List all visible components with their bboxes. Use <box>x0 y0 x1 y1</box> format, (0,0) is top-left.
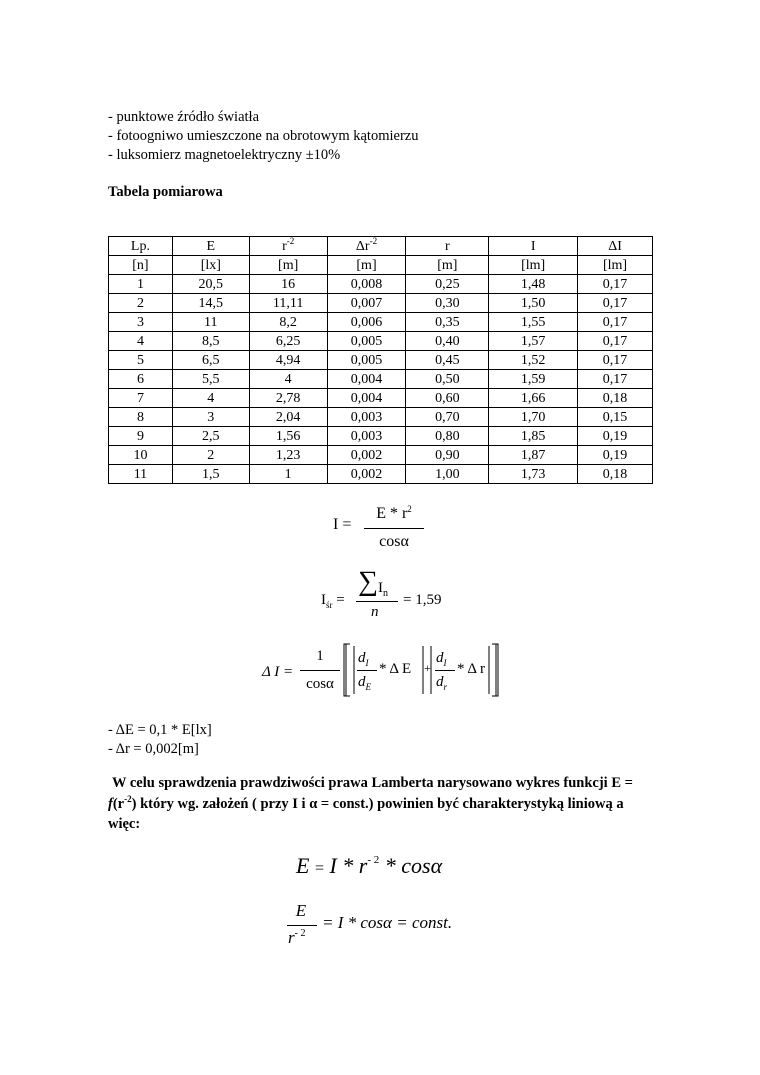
table-cell: 5 <box>109 351 173 370</box>
bullet-luxmeter: - luksomierz magnetoelektryczny ±10% <box>108 147 341 163</box>
unit-cell: [lm] <box>489 256 578 275</box>
table-row <box>109 446 653 465</box>
formula-mean-lhs: $I_{śr}$ = <box>321 592 345 610</box>
table-cell: 0,19 <box>578 427 653 446</box>
table-cell: 0,40 <box>406 332 489 351</box>
bullet-light-source: - punktowe źródło światła <box>108 109 260 125</box>
deriv-term2: * Δ r <box>457 661 485 677</box>
formula-i-denominator: cosα <box>379 533 409 550</box>
table-cell: 9 <box>109 427 173 446</box>
table-cell: 0,006 <box>327 313 406 332</box>
table-cell: 2,78 <box>249 389 327 408</box>
table-title: Tabela pomiarowa <box>108 184 223 200</box>
table-cell: 4,94 <box>249 351 327 370</box>
header-delta-i: ΔI <box>578 237 653 256</box>
unit-cell: [m] <box>406 256 489 275</box>
table-cell: 0,008 <box>327 275 406 294</box>
header-e: E <box>172 237 249 256</box>
table-cell: 1 <box>249 465 327 484</box>
table-cell: 1,57 <box>489 332 578 351</box>
formula-i-lhs: I = <box>333 516 352 533</box>
table-row <box>109 275 653 294</box>
table-cell: 0,19 <box>578 446 653 465</box>
table-cell: 0,002 <box>327 465 406 484</box>
table-cell: 0,60 <box>406 389 489 408</box>
table-cell: 0,17 <box>578 294 653 313</box>
table-cell: 5,5 <box>172 370 249 389</box>
table-cell: 1,48 <box>489 275 578 294</box>
table-cell: 0,25 <box>406 275 489 294</box>
table-cell: 3 <box>172 408 249 427</box>
table-cell: 11,11 <box>249 294 327 313</box>
right-bracket-icon <box>492 644 496 696</box>
table-row <box>109 313 653 332</box>
table-cell: 0,007 <box>327 294 406 313</box>
table-cell: 6,25 <box>249 332 327 351</box>
paragraph-line-2: $f(r^{-2})$ który wg. założeń ( przy I i α = const.) powinien być charakterystyką liniową a <box>108 794 624 812</box>
table-cell: 4 <box>249 370 327 389</box>
table-cell: 1,00 <box>406 465 489 484</box>
table-row <box>109 427 653 446</box>
table-cell: 20,5 <box>172 275 249 294</box>
table-cell: 2 <box>109 294 173 313</box>
table-cell: 1,23 <box>249 446 327 465</box>
formula-delta-i-one: 1 <box>316 648 324 664</box>
table-cell: 1,52 <box>489 351 578 370</box>
table-cell: 1,56 <box>249 427 327 446</box>
table-row <box>109 332 653 351</box>
table-cell: 0,17 <box>578 313 653 332</box>
table-header-row <box>109 237 653 256</box>
formula-mean-denominator: n <box>371 604 379 620</box>
unit-cell: [m] <box>249 256 327 275</box>
table-cell: 0,003 <box>327 408 406 427</box>
table-cell: 0,002 <box>327 446 406 465</box>
table-cell: 14,5 <box>172 294 249 313</box>
table-row <box>109 408 653 427</box>
formula-const-denominator: $r^{- 2}$ <box>288 928 306 947</box>
table-cell: 0,005 <box>327 351 406 370</box>
table-cell: 1,59 <box>489 370 578 389</box>
table-cell: 0,17 <box>578 332 653 351</box>
deriv-di-top: $d_I$ <box>358 650 369 668</box>
formula-delta-i-main-line <box>300 670 340 671</box>
header-r-inv2: $r^{-2}$ <box>249 237 327 256</box>
deriv-dr-bottom: $d_r$ <box>436 674 448 692</box>
table-row <box>109 351 653 370</box>
table-cell: 2 <box>172 446 249 465</box>
table-row <box>109 370 653 389</box>
formula-i-fraction-line <box>364 528 424 529</box>
formula-delta-i-cos: cosα <box>306 676 334 692</box>
formula-delta-i-lhs: Δ I = <box>262 664 294 680</box>
unit-cell: [lm] <box>578 256 653 275</box>
header-i: I <box>489 237 578 256</box>
paragraph-line-1: W celu sprawdzenia prawdziwości prawa Lamberta narysowano wykres funkcji E = <box>112 775 633 791</box>
bullet-photocell: - fotoogniwo umieszczone na obrotowym kątomierzu <box>108 128 419 144</box>
table-cell: 6,5 <box>172 351 249 370</box>
formula-const-numerator: E <box>295 901 307 920</box>
delta-r-note: - Δr = 0,002[m] <box>108 741 199 757</box>
table-cell: 0,003 <box>327 427 406 446</box>
deriv-term1: * Δ E <box>379 661 412 677</box>
table-units-row <box>109 256 653 275</box>
sum-symbol: ∑ <box>358 566 378 597</box>
table-cell: 0,17 <box>578 275 653 294</box>
table-row <box>109 389 653 408</box>
header-r: r <box>406 237 489 256</box>
table-cell: 10 <box>109 446 173 465</box>
table-cell: 1,50 <box>489 294 578 313</box>
formula-i-numerator: E * $r^2$ <box>376 504 412 522</box>
table-cell: 2,04 <box>249 408 327 427</box>
table-row <box>109 294 653 313</box>
formula-mean-fraction-line <box>356 601 398 602</box>
table-cell: 0,18 <box>578 389 653 408</box>
table-cell: 1,66 <box>489 389 578 408</box>
table-cell: 16 <box>249 275 327 294</box>
table-cell: 0,004 <box>327 370 406 389</box>
header-delta-r-inv2: $\Delta r^{-2}$ <box>327 237 406 256</box>
table-cell: 1,70 <box>489 408 578 427</box>
unit-cell: [m] <box>327 256 406 275</box>
table-cell: 0,70 <box>406 408 489 427</box>
deriv-di-top-2: $d_I$ <box>436 650 447 668</box>
table-cell: 0,80 <box>406 427 489 446</box>
table-cell: 1 <box>109 275 173 294</box>
measurement-table <box>108 236 653 484</box>
formula-const-line <box>287 925 317 926</box>
table-cell: 8,5 <box>172 332 249 351</box>
table-cell: 0,45 <box>406 351 489 370</box>
deriv-de-bottom: $d_E$ <box>358 674 371 692</box>
table-cell: 0,50 <box>406 370 489 389</box>
plus-sign: + <box>424 661 431 675</box>
table-cell: 8 <box>109 408 173 427</box>
table-cell: 0,30 <box>406 294 489 313</box>
table-cell: 0,17 <box>578 351 653 370</box>
table-cell: 11 <box>172 313 249 332</box>
formula-lambert: $E = I * r^{- 2} * \cos\alpha$ <box>296 853 443 878</box>
formula-mean-result: = 1,59 <box>403 592 442 608</box>
table-cell: 0,35 <box>406 313 489 332</box>
table-cell: 1,5 <box>172 465 249 484</box>
unit-cell: [lx] <box>172 256 249 275</box>
table-cell: 7 <box>109 389 173 408</box>
table-cell: 2,5 <box>172 427 249 446</box>
formula-const-rhs: = I * cosα = const. <box>322 913 453 932</box>
table-cell: 1,85 <box>489 427 578 446</box>
paragraph-line-3: więc: <box>108 816 141 832</box>
table-cell: 0,17 <box>578 370 653 389</box>
table-cell: 0,18 <box>578 465 653 484</box>
table-row <box>109 465 653 484</box>
table-cell: 1,87 <box>489 446 578 465</box>
table-cell: 1,73 <box>489 465 578 484</box>
table-cell: 0,005 <box>327 332 406 351</box>
table-cell: 8,2 <box>249 313 327 332</box>
table-cell: 4 <box>172 389 249 408</box>
table-cell: 11 <box>109 465 173 484</box>
table-cell: 0,004 <box>327 389 406 408</box>
table-cell: 6 <box>109 370 173 389</box>
deriv-line-2 <box>435 670 455 671</box>
formula-mean-numerator: $I_n$ <box>378 580 388 599</box>
table-cell: 1,55 <box>489 313 578 332</box>
deriv-line-1 <box>357 670 377 671</box>
header-lp: Lp. <box>109 237 173 256</box>
delta-e-note: - ΔE = 0,1 * E[lx] <box>108 722 212 738</box>
table-cell: 4 <box>109 332 173 351</box>
unit-cell: [n] <box>109 256 173 275</box>
table-cell: 0,90 <box>406 446 489 465</box>
table-cell: 3 <box>109 313 173 332</box>
table-cell: 0,15 <box>578 408 653 427</box>
